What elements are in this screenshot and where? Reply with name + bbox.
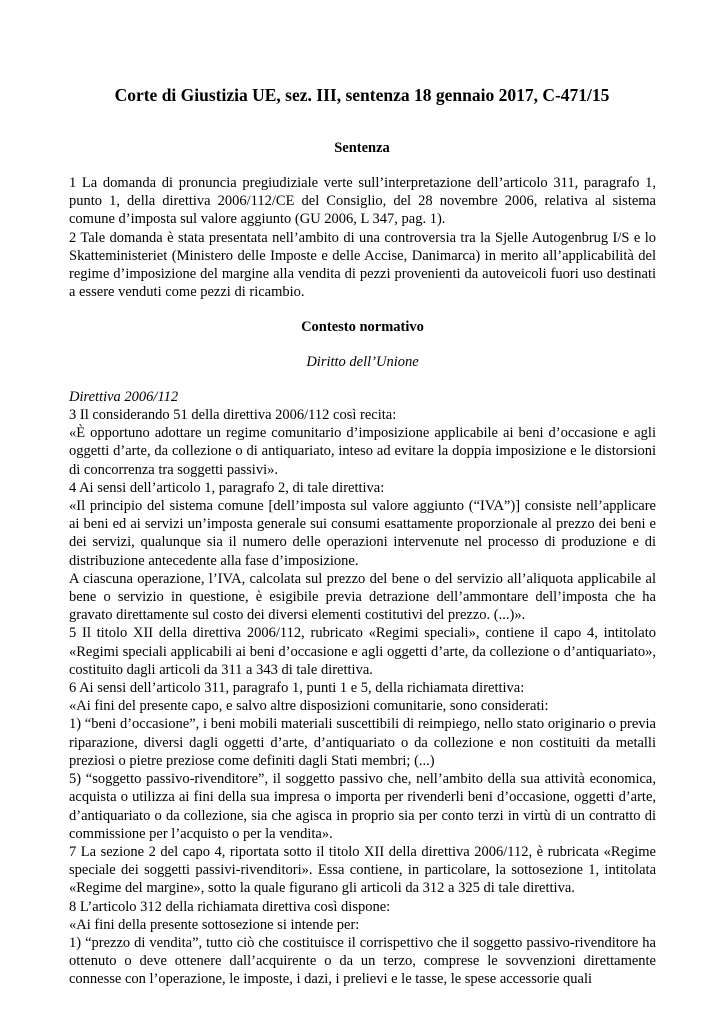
paragraph: 5) “soggetto passivo-rivenditore”, il soggetto passivo che, nell’ambito della sua attività economica, acquista o utilizza ai fini della sua impresa o importa per rivenderli beni d’occasione, oggetti d’arte, d’antiquariato o da collezione, sia che agisca in proprio sia per conto terzi in virtù di un contratto di commissione per l’acquisto o per la vendita».: [69, 771, 656, 842]
paragraph: «Ai fini della presente sottosezione si intende per:: [69, 916, 360, 933]
paragraph: 1) “beni d’occasione”, i beni mobili materiali suscettibili di reimpiego, nello stato originario o previa riparazione, diversi dagli oggetti d’arte, d’antiquariato o da collezione e non costituiti da metalli preziosi o pietre preziose come definiti dagli Stati membri; (...): [69, 716, 656, 769]
paragraph: «Ai fini del presente capo, e salvo altre disposizioni comunitarie, sono considerati:: [69, 698, 549, 715]
paragraph: 5 Il titolo XII della direttiva 2006/112, rubricato «Regimi speciali», contiene il capo 4, intitolato «Regimi speciali applicabili ai beni d’occasione e agli oggetti d’arte, da collezione o d’antiquariato», costituito dagli articoli da 311 a 343 di tale direttiva.: [69, 625, 656, 678]
paragraph: 2 Tale domanda è stata presentata nell’ambito di una controversia tra la Sjelle Autogenbrug I/S e lo Skatteministeriet (Ministero delle Imposte e delle Accise, Danimarca) in merito all’applicabilità del regime d’imposizione del margine alla vendita di pezzi provenienti da autoveicoli fuori uso destinati a essere venduti come pezzi di ricambio.: [69, 229, 656, 301]
diritto-heading: Diritto dell’Unione: [306, 353, 419, 370]
paragraph: 1) “prezzo di vendita”, tutto ciò che costituisce il corrispettivo che il soggetto passivo-rivenditore ha ottenuto o deve ottenere dall’acquirente o da un terzo, comprese le sovvenzioni direttamente connesse con l’operazione, le imposte, i dazi, i prelievi e le tasse, le spese accessorie quali: [69, 934, 656, 988]
paragraph: 8 L’articolo 312 della richiamata direttiva così dispone:: [69, 898, 391, 915]
sentenza-heading: Sentenza: [334, 140, 390, 156]
paragraph: «È opportuno adottare un regime comunitario d’imposizione applicabile ai beni d’occasione e agli oggetti d’arte, da collezione o di antiquariato, inteso ad evitare la doppia imposizione e le distorsioni di concorrenza tra soggetti passivi».: [69, 425, 656, 478]
document-title: Corte di Giustizia UE, sez. III, sentenza 18 gennaio 2017, C-471/15: [114, 85, 610, 105]
paragraph: 6 Ai sensi dell’articolo 311, paragrafo 1, punti 1 e 5, della richiamata direttiva:: [69, 680, 525, 697]
paragraph: 3 Il considerando 51 della direttiva 2006/112 così recita:: [69, 407, 397, 424]
paragraph: 7 La sezione 2 del capo 4, riportata sotto il titolo XII della direttiva 2006/112, è rubricata «Regime speciale dei soggetti passivi-rivenditori». Essa contiene, in particolare, la sottosezione 1, intitolata «Regime del margine», sotto la quale figurano gli articoli da 312 a 325 di tale direttiva.: [69, 843, 656, 897]
paragraph: 4 Ai sensi dell’articolo 1, paragrafo 2, di tale direttiva:: [69, 479, 385, 496]
paragraph: 1 La domanda di pronuncia pregiudiziale verte sull’interpretazione dell’articolo 311, paragrafo 1, punto 1, della direttiva 2006/112/CE del Consiglio, del 28 novembre 2006, relativa al sistema comune d’imposta sul valore aggiunto (GU 2006, L 347, pag. 1).: [69, 175, 656, 228]
document-body: [69, 174, 656, 989]
paragraph: A ciascuna operazione, l’IVA, calcolata sul prezzo del bene o del servizio all’aliquota applicabile al bene o servizio in questione, è esigibile previa detrazione dell’ammontare dell’imposta che ha gravato direttamente sul costo dei diversi elementi costitutivi del prezzo. (...)».: [69, 570, 656, 624]
contesto-heading: Contesto normativo: [301, 319, 424, 336]
direttiva-subheading: Direttiva 2006/112: [69, 388, 179, 405]
paragraph: «Il principio del sistema comune [dell’imposta sul valore aggiunto (“IVA”)] consiste nell’applicare ai beni ed ai servizi un’imposta generale sui consumi esattamente proporzionale al prezzo dei beni e dei servizi, qualunque sia il numero delle operazioni intervenute nel processo di produzione e di distribuzione antecedente alla fase d’imposizione.: [69, 498, 656, 569]
